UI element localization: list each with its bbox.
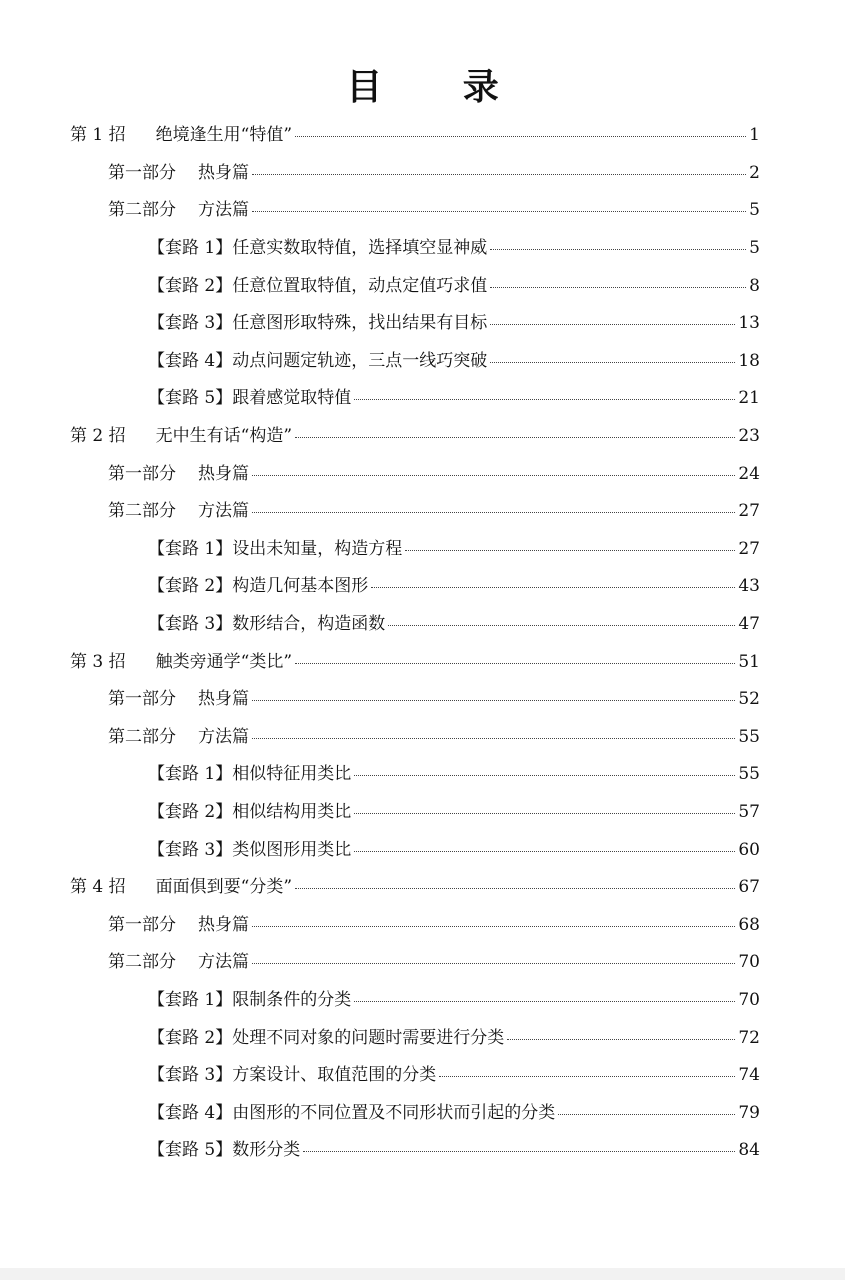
toc-entry-line	[148, 797, 760, 822]
dot-leader	[354, 812, 735, 814]
dot-leader	[490, 361, 735, 363]
toc-entry-line	[108, 158, 760, 183]
toc-entry-line	[148, 609, 760, 634]
toc-entry-line	[108, 947, 760, 972]
dot-leader	[252, 511, 735, 513]
dot-leader	[439, 1075, 735, 1077]
toc-page-number: 55	[738, 726, 760, 747]
dot-leader	[303, 1150, 735, 1152]
page-bottom-edge	[0, 1268, 845, 1280]
toc-section-entry	[0, 791, 845, 829]
toc-entry-line	[70, 872, 760, 897]
toc-entry-line	[148, 571, 760, 596]
dot-leader	[354, 850, 735, 852]
dot-leader	[252, 699, 735, 701]
toc-entry-title: 方法篇	[198, 200, 249, 221]
toc-page-number: 47	[738, 614, 760, 635]
dot-leader	[388, 624, 735, 626]
toc-entry-title: 【套路 2】相似结构用类比	[148, 801, 352, 822]
dot-leader	[252, 173, 746, 175]
toc-entry-title: 无中生有话“构造”	[155, 426, 293, 447]
toc-page-number: 23	[738, 426, 760, 447]
toc-entry-title: 【套路 1】设出未知量，构造方程	[148, 538, 403, 559]
toc-entry-title: 方法篇	[198, 501, 249, 522]
toc-entry-title: 【套路 2】处理不同对象的问题时需要进行分类	[148, 1027, 505, 1048]
toc-entry-line	[148, 1060, 760, 1085]
toc-section-entry	[0, 227, 845, 265]
dot-leader	[295, 662, 735, 664]
toc-entry-line	[148, 1098, 760, 1123]
toc-entry-title: 【套路 3】数形结合，构造函数	[148, 614, 386, 635]
toc-entry-number: 第一部分	[108, 689, 176, 710]
toc-page-number: 24	[738, 463, 760, 484]
toc-page-number: 55	[738, 764, 760, 785]
toc-entry-line	[108, 195, 760, 220]
toc-entry-number: 第 3 招	[70, 651, 126, 672]
toc-page-number: 8	[749, 275, 760, 296]
toc-entry-line	[148, 835, 760, 860]
toc-section-entry	[0, 828, 845, 866]
toc-page-number: 72	[738, 1027, 760, 1048]
toc-entry-title: 触类旁通学“类比”	[155, 651, 293, 672]
dot-leader	[295, 887, 735, 889]
toc-section-entry	[0, 1016, 845, 1054]
toc-entry-line	[148, 759, 760, 784]
dot-leader	[558, 1113, 735, 1115]
toc-entry-title: 【套路 1】相似特征用类比	[148, 764, 352, 785]
toc-entry-title: 方法篇	[198, 726, 249, 747]
toc-chapter-entry	[0, 866, 845, 904]
toc-chapter-entry	[0, 640, 845, 678]
dot-leader	[490, 323, 735, 325]
toc-entry-line	[70, 421, 760, 446]
toc-entry-line	[108, 459, 760, 484]
toc-part-entry	[0, 452, 845, 490]
dot-leader	[252, 474, 735, 476]
toc-part-entry	[0, 716, 845, 754]
dot-leader	[354, 774, 735, 776]
toc-entry-number: 第二部分	[108, 726, 176, 747]
toc-page-number: 68	[738, 914, 760, 935]
dot-leader	[490, 248, 746, 250]
toc-entry-title: 【套路 2】构造几何基本图形	[148, 576, 369, 597]
toc-section-entry	[0, 565, 845, 603]
toc-entry-line	[148, 985, 760, 1010]
toc-entry-number: 第二部分	[108, 952, 176, 973]
toc-entry-title: 绝境逢生用“特值”	[155, 125, 293, 146]
toc-entry-line	[148, 383, 760, 408]
toc-page-number: 57	[738, 801, 760, 822]
toc-page-number: 5	[749, 238, 760, 259]
toc-chapter-entry	[0, 114, 845, 152]
toc-entry-number: 第二部分	[108, 200, 176, 221]
toc-page-number: 43	[738, 576, 760, 597]
toc-page-number: 79	[738, 1102, 760, 1123]
dot-leader	[354, 1000, 735, 1002]
dot-leader	[252, 962, 735, 964]
toc-entry-title: 【套路 3】方案设计、取值范围的分类	[148, 1065, 437, 1086]
toc-entry-title: 【套路 5】数形分类	[148, 1140, 301, 1161]
toc-entry-title: 【套路 4】动点问题定轨迹，三点一线巧突破	[148, 350, 488, 371]
toc-section-entry	[0, 528, 845, 566]
toc-section-entry	[0, 1129, 845, 1167]
dot-leader	[252, 210, 746, 212]
toc-entry-title: 热身篇	[198, 463, 249, 484]
toc-entry-number: 第 2 招	[70, 426, 126, 447]
toc-page-number: 1	[749, 125, 760, 146]
toc-section-entry	[0, 753, 845, 791]
dot-leader	[371, 586, 735, 588]
toc-part-entry	[0, 490, 845, 528]
toc-entry-title: 热身篇	[198, 162, 249, 183]
toc-section-entry	[0, 979, 845, 1017]
toc-entry-line	[108, 684, 760, 709]
toc-page-number: 2	[749, 162, 760, 183]
dot-leader	[405, 549, 735, 551]
toc-entry-line	[70, 647, 760, 672]
toc-entry-title: 【套路 5】跟着感觉取特值	[148, 388, 352, 409]
toc-entry-line	[148, 233, 760, 258]
toc-section-entry	[0, 1091, 845, 1129]
toc-entry-line	[148, 308, 760, 333]
dot-leader	[295, 436, 735, 438]
toc-entry-line	[148, 1023, 760, 1048]
toc-page-number: 60	[738, 839, 760, 860]
toc-section-entry	[0, 340, 845, 378]
toc-entry-title: 【套路 3】类似图形用类比	[148, 839, 352, 860]
toc-page-number: 52	[738, 689, 760, 710]
toc-entry-number: 第一部分	[108, 914, 176, 935]
toc-entry-number: 第 4 招	[70, 877, 126, 898]
toc-part-entry	[0, 903, 845, 941]
toc-page-number: 18	[738, 350, 760, 371]
toc-part-entry	[0, 189, 845, 227]
toc-page-number: 70	[738, 989, 760, 1010]
toc-entry-number: 第 1 招	[70, 125, 126, 146]
toc-entry-line	[148, 1135, 760, 1160]
toc-entry-title: 面面俱到要“分类”	[155, 877, 293, 898]
table-of-contents	[0, 114, 845, 1167]
dot-leader	[354, 398, 735, 400]
page-title: 目 录	[346, 67, 533, 108]
toc-section-entry	[0, 264, 845, 302]
dot-leader	[252, 925, 735, 927]
toc-entry-line	[70, 120, 760, 145]
toc-entry-number: 第一部分	[108, 162, 176, 183]
toc-page-number: 84	[738, 1140, 760, 1161]
toc-entry-number: 第一部分	[108, 463, 176, 484]
toc-page-number: 27	[738, 538, 760, 559]
toc-entry-line	[148, 271, 760, 296]
toc-entry-title: 【套路 1】限制条件的分类	[148, 989, 352, 1010]
toc-page-number: 70	[738, 952, 760, 973]
toc-entry-title: 【套路 3】任意图形取特殊，找出结果有目标	[148, 313, 488, 334]
toc-entry-line	[148, 534, 760, 559]
toc-entry-line	[108, 910, 760, 935]
dot-leader	[295, 135, 746, 137]
toc-part-entry	[0, 941, 845, 979]
toc-part-entry	[0, 152, 845, 190]
toc-section-entry	[0, 1054, 845, 1092]
dot-leader	[490, 286, 746, 288]
toc-entry-title: 热身篇	[198, 914, 249, 935]
toc-section-entry	[0, 302, 845, 340]
toc-page-number: 27	[738, 501, 760, 522]
toc-page-number: 13	[738, 313, 760, 334]
toc-entry-line	[108, 496, 760, 521]
toc-entry-line	[148, 346, 760, 371]
toc-page-number: 74	[738, 1065, 760, 1086]
toc-part-entry	[0, 678, 845, 716]
toc-entry-title: 【套路 2】任意位置取特值，动点定值巧求值	[148, 275, 488, 296]
dot-leader	[507, 1038, 735, 1040]
toc-entry-line	[108, 722, 760, 747]
toc-page-number: 5	[749, 200, 760, 221]
toc-chapter-entry	[0, 415, 845, 453]
dot-leader	[252, 737, 735, 739]
toc-page-number: 51	[738, 651, 760, 672]
toc-entry-title: 【套路 4】由图形的不同位置及不同形状而引起的分类	[148, 1102, 556, 1123]
toc-page-number: 67	[738, 877, 760, 898]
toc-page-number: 21	[738, 388, 760, 409]
toc-entry-title: 【套路 1】任意实数取特值，选择填空显神威	[148, 238, 488, 259]
toc-entry-number: 第二部分	[108, 501, 176, 522]
toc-section-entry	[0, 603, 845, 641]
toc-entry-title: 方法篇	[198, 952, 249, 973]
toc-entry-title: 热身篇	[198, 689, 249, 710]
toc-section-entry	[0, 377, 845, 415]
